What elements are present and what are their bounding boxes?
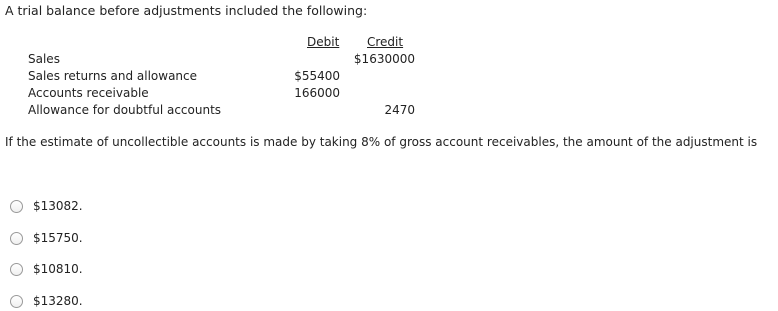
credit-amount: 2470 [384,103,415,117]
account-name: Accounts receivable [28,86,149,100]
answer-option-label[interactable]: $15750. [33,231,83,245]
trial-balance-row-accounts-receivable [0,86,778,103]
debit-column-header: Debit [307,35,340,49]
answer-option-2[interactable] [10,229,83,247]
credit-amount: $1630000 [353,52,415,66]
answer-option-label[interactable]: $13280. [33,294,83,308]
trial-balance-row-sales [0,52,778,69]
account-name: Sales returns and allowance [28,69,198,83]
account-name: Allowance for doubtful accounts [28,103,222,117]
answer-option-label[interactable]: $13082. [33,199,83,213]
trial-balance-row-allowance [0,103,778,120]
debit-amount: 166000 [294,86,340,100]
answer-option-4[interactable] [10,292,83,310]
intro-text: A trial balance before adjustments included the following: [5,3,368,18]
answer-option-label[interactable]: $10810. [33,262,83,276]
answer-option-1[interactable] [10,197,83,215]
radio-button[interactable] [10,232,23,245]
radio-button[interactable] [10,200,23,213]
trial-balance-row-sales-returns [0,69,778,86]
debit-amount: $55400 [294,69,340,83]
credit-column-header: Credit [367,35,404,49]
question-text: If the estimate of uncollectible accounts is made by taking 8% of gross account receivables, the amount of the adjustment is [5,135,758,149]
radio-button[interactable] [10,263,23,276]
answer-option-3[interactable] [10,260,83,278]
account-name: Sales [28,52,60,66]
radio-button[interactable] [10,295,23,308]
